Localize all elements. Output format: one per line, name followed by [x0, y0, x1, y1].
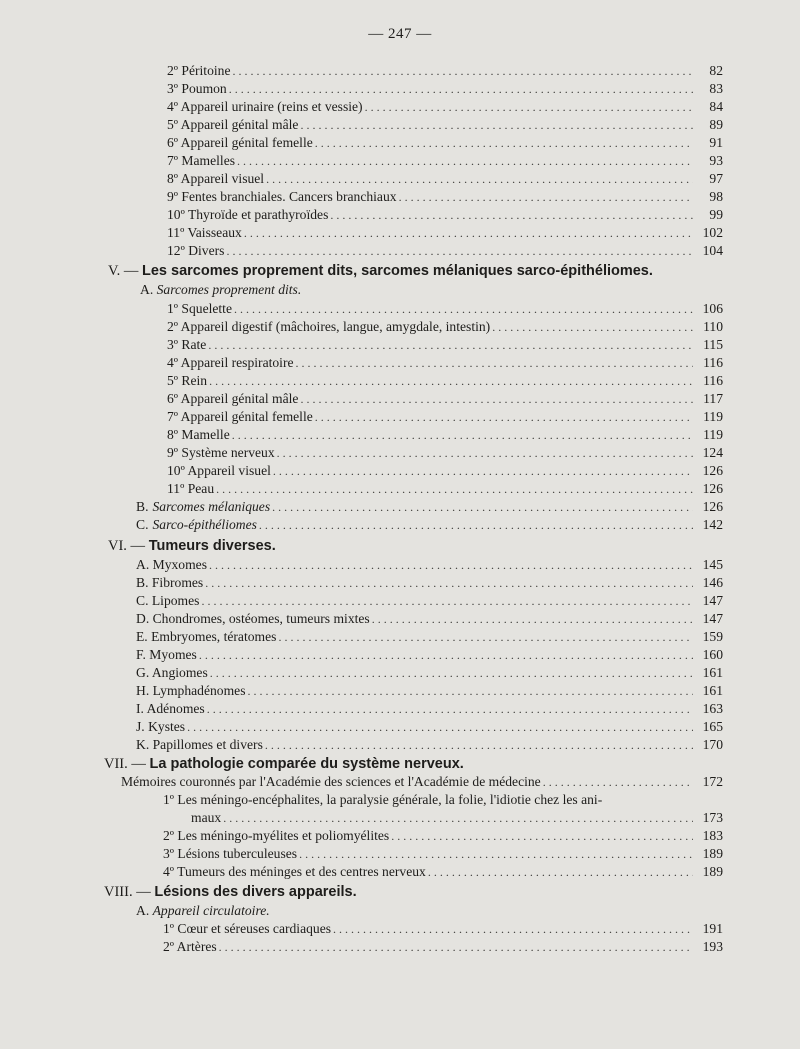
toc-entry: 9º Système nerveux . . . 124: [167, 444, 723, 462]
toc-entry: 5º Appareil génital mâle . . . 89: [167, 116, 723, 134]
toc-entry: 1º Cœur et séreuses cardiaques . . . 191: [163, 920, 723, 938]
toc-entry: 1º Squelette . . . 106: [167, 300, 723, 318]
toc-entry: I. Adénomes . . . 163: [136, 700, 723, 718]
toc-entry: B. Fibromes . . . 146: [136, 574, 723, 592]
subsection-heading: A. Appareil circulatoire.: [136, 903, 270, 918]
toc-entry: H. Lymphadénomes . . . 161: [136, 682, 723, 700]
section-heading-vi: VI. — Tumeurs diverses.: [108, 538, 276, 554]
toc-entry: 3º Rate . . . 115: [167, 336, 723, 354]
toc-entry: 4º Appareil urinaire (reins et vessie) . . . 84: [167, 98, 723, 116]
subsection-heading: A. Sarcomes proprement dits.: [140, 282, 302, 297]
toc-entry: 9º Fentes branchiales. Cancers branchiaux . . . 98: [167, 188, 723, 206]
toc-entry: 11º Peau . . . 126: [167, 480, 723, 498]
toc-entry: 4º Tumeurs des méninges et des centres nerveux . . . 189: [163, 863, 723, 881]
table-of-contents: [0, 60, 800, 1040]
toc-entry-line: 1º Les méningo-encéphalites, la paralysie générale, la folie, l'idiotie chez les ani-: [163, 792, 603, 807]
toc-entry: 3º Poumon . . . 83: [167, 80, 723, 98]
toc-entry: 10º Appareil visuel . . . 126: [167, 462, 723, 480]
toc-entry: 2º Péritoine . . . 82: [167, 62, 723, 80]
toc-entry: maux . . . 173: [191, 809, 723, 827]
toc-entry: J. Kystes . . . 165: [136, 718, 723, 736]
toc-entry: 8º Mamelle . . . 119: [167, 426, 723, 444]
toc-entry: 11º Vaisseaux . . . 102: [167, 224, 723, 242]
page-number: — 247 —: [368, 26, 432, 42]
toc-entry: 10º Thyroïde et parathyroïdes . . . 99: [167, 206, 723, 224]
toc-entry: 7º Appareil génital femelle . . . 119: [167, 408, 723, 426]
toc-entry: 12º Divers . . . 104: [167, 242, 723, 260]
toc-entry: 2º Appareil digestif (mâchoires, langue, amygdale, intestin) . . . 110: [167, 318, 723, 336]
toc-entry: C. Sarco-épithéliomes . . . 142: [136, 516, 723, 534]
toc-entry: K. Papillomes et divers . . . 170: [136, 736, 723, 754]
toc-entry: A. Myxomes . . . 145: [136, 556, 723, 574]
toc-entry: F. Myomes . . . 160: [136, 646, 723, 664]
toc-entry: 2º Les méningo-myélites et poliomyélites . . . 183: [163, 827, 723, 845]
toc-entry: 5º Rein . . . 116: [167, 372, 723, 390]
toc-entry: 3º Lésions tuberculeuses . . . 189: [163, 845, 723, 863]
toc-entry: 6º Appareil génital femelle . . . 91: [167, 134, 723, 152]
toc-entry: 2º Artères . . . 193: [163, 938, 723, 956]
toc-entry: Mémoires couronnés par l'Académie des sciences et l'Académie de médecine . . . 172: [121, 773, 723, 791]
toc-entry: G. Angiomes . . . 161: [136, 664, 723, 682]
toc-entry: C. Lipomes . . . 147: [136, 592, 723, 610]
toc-entry: D. Chondromes, ostéomes, tumeurs mixtes . . . 147: [136, 610, 723, 628]
section-heading-viii: VIII. — Lésions des divers appareils.: [104, 884, 357, 900]
toc-entry: 6º Appareil génital mâle . . . 117: [167, 390, 723, 408]
section-heading-v: V. — Les sarcomes proprement dits, sarcomes mélaniques sarco-épithéliomes.: [108, 263, 653, 279]
toc-entry: 7º Mamelles . . . 93: [167, 152, 723, 170]
toc-entry: E. Embryomes, tératomes . . . 159: [136, 628, 723, 646]
toc-entry: 8º Appareil visuel . . . 97: [167, 170, 723, 188]
section-heading-vii: VII. — La pathologie comparée du système nerveux.: [104, 756, 464, 772]
toc-entry: 4º Appareil respiratoire . . . 116: [167, 354, 723, 372]
toc-entry: B. Sarcomes mélaniques . . . 126: [136, 498, 723, 516]
